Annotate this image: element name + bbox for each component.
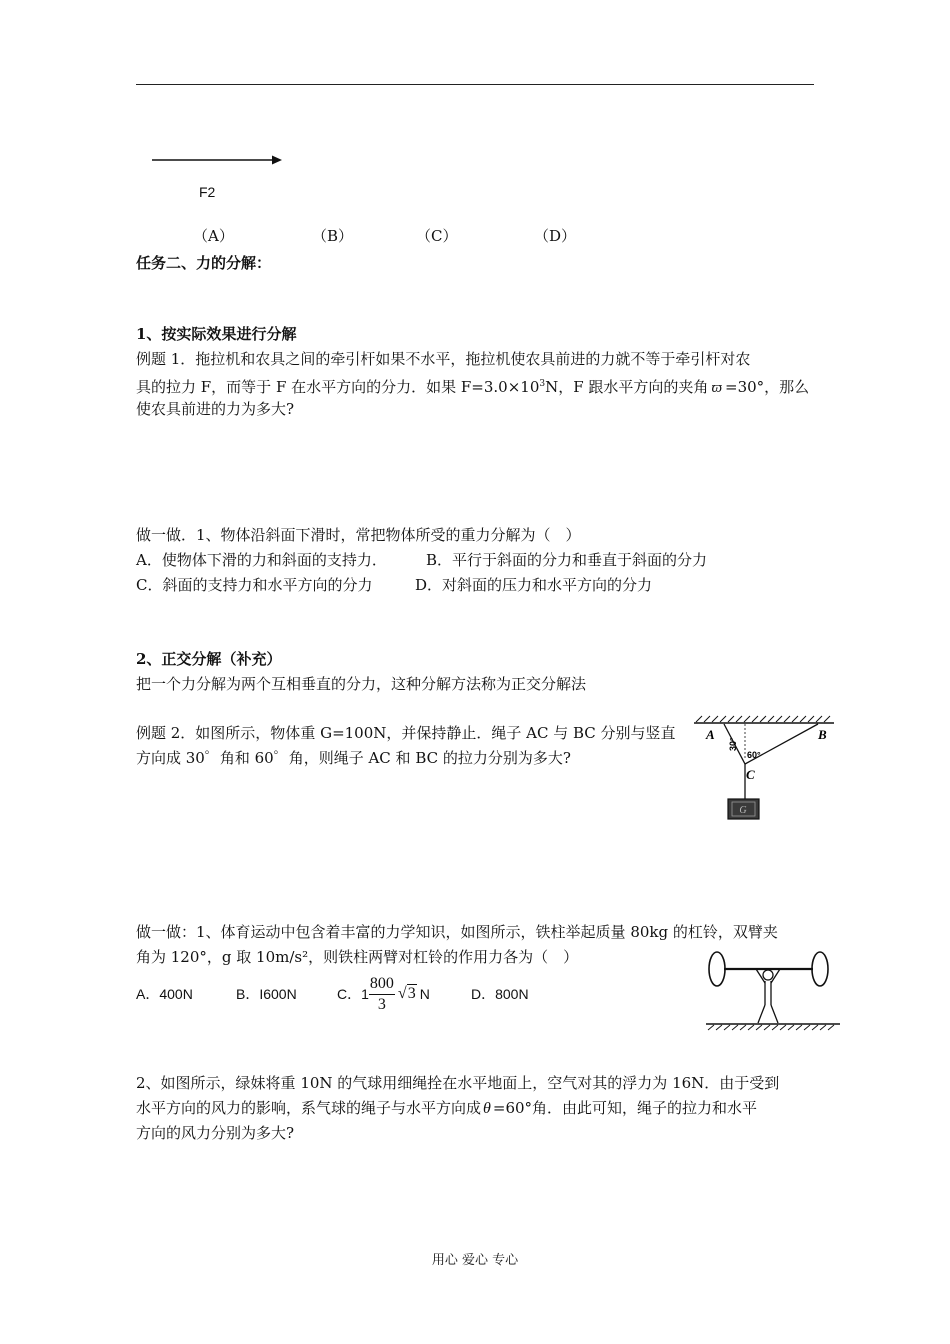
practice2-option-a: A．400N	[136, 986, 193, 1002]
practice2-option-d: D．800N	[471, 986, 529, 1002]
fraction-numerator: 800	[369, 974, 395, 995]
practice2-line1: 做一做：1、体育运动中包含着丰富的力学知识，如图所示，铁柱举起质量 80kg 的杠铃，双臂夹	[136, 923, 778, 941]
example1-line2-c: =30°，那么	[725, 378, 810, 396]
fraction-denominator: 3	[377, 995, 386, 1013]
option-c-unit: N	[419, 986, 430, 1002]
practice3-line2	[136, 1096, 757, 1121]
angle-30-label: 30°	[728, 737, 738, 751]
barbell-plate-right	[812, 952, 828, 986]
option-a-label: （A）	[193, 227, 234, 245]
label-g: G	[739, 805, 747, 816]
rope-weight-figure	[690, 715, 840, 827]
option-c-prefix: C．1	[337, 986, 369, 1002]
angle-60-label: 60°	[747, 750, 761, 760]
section1-heading: 1、按实际效果进行分解	[136, 325, 297, 343]
practice1-option-b: B．平行于斜面的分力和垂直于斜面的分力	[426, 551, 708, 569]
theta-symbol: θ	[483, 1100, 491, 1117]
ground-hatching	[708, 1025, 834, 1030]
option-c-label: （C）	[416, 227, 458, 245]
ceiling-hatching	[696, 716, 830, 722]
example1-exponent: 3	[539, 379, 546, 389]
example2-line1: 例题 2．如图所示，物体重 G=100N，并保持静止．绳子 AC 与 BC 分别与竖直	[136, 724, 676, 742]
option-b-label: （B）	[312, 227, 354, 245]
section2-heading: 2、正交分解（补充）	[136, 650, 282, 668]
sqrt-3: √3	[397, 985, 416, 1002]
practice1-option-d: D．对斜面的压力和水平方向的分力	[415, 576, 653, 594]
practice3-line3: 方向的风力分别为多大?	[136, 1124, 295, 1142]
example1-line2-a: 具的拉力 F，而等于 F 在水平方向的分力．如果 F=3.0×10	[136, 378, 540, 396]
practice3-line2-a: 水平方向的风力的影响，系气球的绳子与水平方向成	[136, 1099, 482, 1117]
example1-line1: 例题 1．拖拉机和农具之间的牵引杆如果不水平，拖拉机使农具前进的力就不等于牵引杆对农	[136, 350, 751, 368]
example1-line2-b: N，F 跟水平方向的夹角	[545, 378, 709, 396]
practice2-option-c	[337, 970, 430, 1018]
lifter-left-leg	[758, 1005, 765, 1023]
page-footer: 用心 爱心 专心	[431, 1253, 519, 1268]
angle-symbol: ϖ	[711, 380, 723, 396]
label-b: B	[818, 727, 827, 742]
practice1-option-a: A．使物体下滑的力和斜面的支持力．	[136, 551, 387, 569]
force-label: F2	[199, 184, 216, 200]
arrow-head	[272, 156, 282, 165]
force-arrow-f2	[150, 152, 290, 168]
practice3-line2-b: =60°角．由此可知，绳子的拉力和水平	[492, 1099, 758, 1117]
barbell-plate-left	[709, 952, 725, 986]
header-rule	[136, 84, 814, 85]
weightlifter-figure	[702, 945, 842, 1031]
example1-line3: 使农具前进的力为多大?	[136, 400, 295, 418]
sqrt-radicand: 3	[407, 985, 416, 1002]
option-d-label: （D）	[534, 227, 577, 245]
practice1-question: 做一做．1、物体沿斜面下滑时，常把物体所受的重力分解为（ ）	[136, 526, 581, 544]
practice1-option-c: C．斜面的支持力和水平方向的分力	[136, 576, 373, 594]
lifter-right-leg	[771, 1005, 778, 1023]
label-a: A	[706, 727, 715, 742]
practice2-option-b: B．I600N	[236, 986, 297, 1002]
section2-definition: 把一个力分解为两个互相垂直的分力，这种分解方法称为正交分解法	[136, 675, 587, 693]
lifter-head	[763, 970, 773, 980]
practice3-line1: 2、如图所示，绿妹将重 10N 的气球用细绳拴在水平地面上，空气对其的浮力为 16N．由于受到	[136, 1074, 780, 1092]
practice2-line2: 角为 120°，g 取 10m/s²，则铁柱两臂对杠铃的作用力各为（ ）	[136, 948, 579, 966]
label-c: C	[746, 767, 755, 782]
example2-line2: 方向成 30゜角和 60゜角，则绳子 AC 和 BC 的拉力分别为多大?	[136, 749, 571, 767]
fraction-800-3	[369, 974, 395, 1015]
task2-heading: 任务二、力的分解：	[136, 254, 272, 272]
